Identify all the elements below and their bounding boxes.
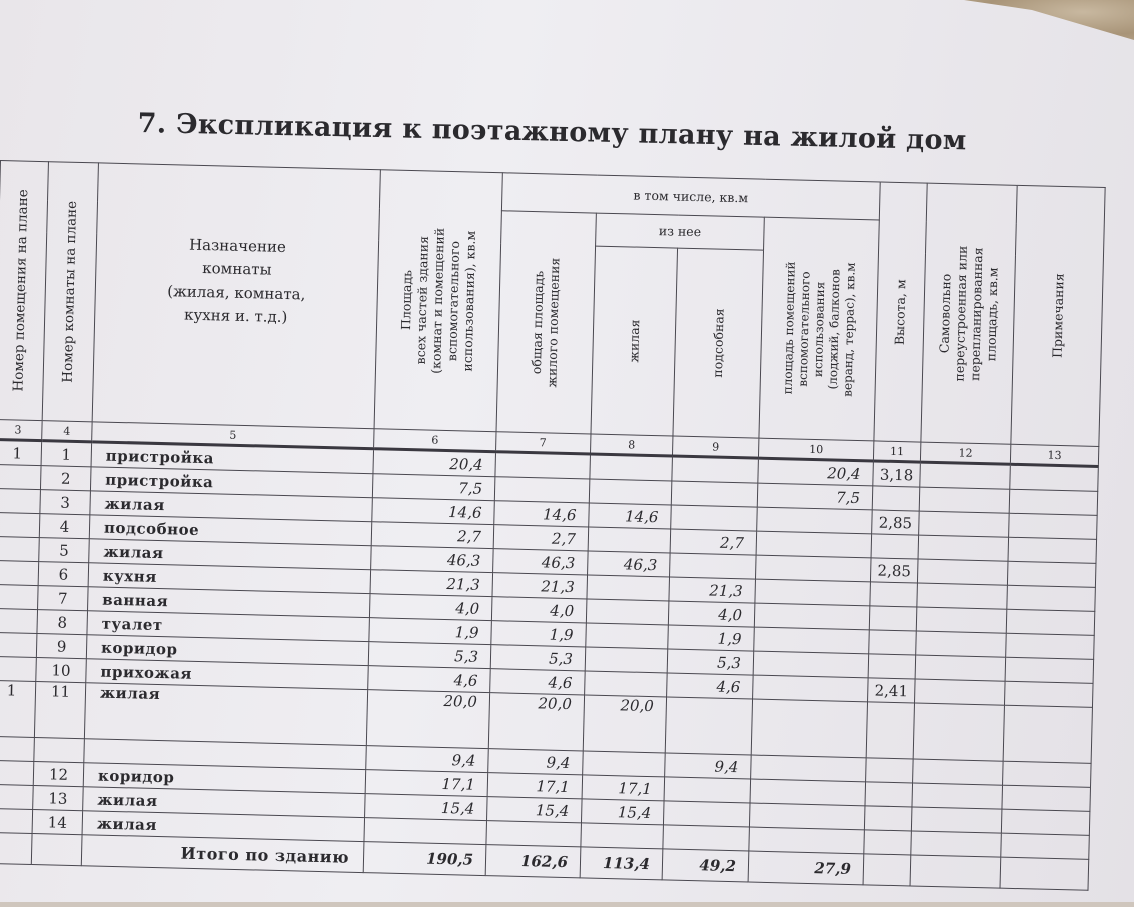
cell-unauthorized-area [916, 607, 1007, 633]
header-group-including: в том числе, кв.м [501, 173, 880, 220]
cell-area: 5,3 [368, 642, 491, 669]
header-notes: Примечания [1011, 185, 1105, 446]
cell-premise-number [0, 632, 37, 657]
cell-premise-number: 1 [0, 439, 42, 465]
cell-room-number: 8 [37, 610, 88, 635]
cell-area: 4,0 [369, 594, 492, 621]
cell-room-purpose: жилая [83, 787, 366, 818]
cell-premise-number [0, 536, 39, 561]
cell-premise-number [0, 464, 41, 489]
cell-utility-area [665, 697, 752, 755]
cell-utility-area [671, 481, 758, 507]
explication-table [0, 160, 1106, 891]
cell-unauthorized-area [917, 559, 1008, 585]
cell-dwelling-area: 2,7 [493, 525, 589, 551]
header-unauthorized-area: Самовольно переустроенная или перепланированная площадь, кв.м [921, 183, 1017, 444]
cell-room-number: 10 [36, 658, 87, 683]
cell-utility-area [664, 777, 751, 803]
header-room-number-on-plan: Номер помещения на плане [0, 161, 48, 421]
total-label: Итого по зданию [81, 835, 364, 873]
cell-utility-area: 1,9 [668, 625, 755, 651]
cell-dwelling-area: 20,0 [488, 693, 584, 751]
cell-room-number: 1 [41, 441, 92, 467]
cell-unauthorized-area [920, 462, 1011, 489]
cell-room-number: 3 [40, 490, 91, 515]
cell-area: 7,5 [372, 474, 495, 501]
cell-utility-area: 2,7 [670, 529, 757, 555]
cell-unauthorized-area [917, 583, 1008, 609]
header-subgroup-of-it: из нее [596, 213, 765, 250]
cell-living-area [585, 647, 668, 673]
cell-dwelling-area [495, 452, 591, 479]
cell-premise-number [0, 760, 34, 785]
header-utility: подсобная [673, 248, 764, 438]
cell-living-area [586, 623, 669, 649]
cell-dwelling-area: 4,6 [490, 669, 586, 695]
cell-notes [1001, 809, 1090, 835]
cell-area: 14,6 [372, 498, 495, 525]
cell-room-number: 4 [39, 514, 90, 539]
cell-room-number: 13 [33, 785, 84, 810]
cell-height: 2,85 [870, 558, 918, 583]
cell-room-number: 9 [36, 634, 87, 659]
cell-room-purpose: туалет [87, 611, 370, 642]
cell-premise-number [0, 584, 38, 609]
cell-premise-number [0, 608, 38, 633]
cell-auxiliary-area [754, 603, 870, 630]
cell-height [869, 606, 917, 631]
cell-premise-number: 1 [0, 680, 36, 737]
cell-auxiliary-area [755, 555, 871, 582]
cell-height: 3,18 [873, 461, 921, 487]
header-auxiliary-area: площадь помещений вспомогательного использования (лоджий, балконов веранд, террас), кв.м [759, 217, 879, 441]
cell-room-purpose: кухня [88, 563, 371, 594]
cell-unauthorized-area [915, 679, 1006, 705]
cell-unauthorized-area [919, 511, 1010, 537]
cell-auxiliary-area [751, 699, 867, 758]
cell-area [364, 818, 487, 845]
cell-room-purpose: пристройка [90, 467, 373, 498]
cell-room-number: 11 [34, 682, 85, 739]
cell-premise-number [0, 560, 39, 585]
cell-living-area [581, 823, 664, 849]
cell-height [865, 782, 913, 807]
cell-dwelling-area: 4,0 [491, 597, 587, 623]
cell-living-area: 46,3 [588, 551, 671, 577]
cell-room-number: 12 [33, 762, 84, 787]
total-living-area: 113,4 [580, 847, 663, 880]
cell-notes [1009, 513, 1098, 539]
cell-living-area [589, 479, 672, 505]
cell-premise-number [0, 512, 40, 537]
cell-notes [1006, 633, 1095, 659]
cell-dwelling-area [494, 477, 590, 503]
total-dwelling-area: 162,6 [485, 845, 581, 878]
cell-living-area [586, 599, 669, 625]
cell-auxiliary-area: 7,5 [757, 483, 873, 510]
cell-premise-number [0, 808, 33, 833]
cell-area: 2,7 [371, 522, 494, 549]
header-total-area-all-parts: Площадь всех частей здания (комнат и помещений вспомогательного использования), кв.м [374, 170, 502, 432]
cell-living-area [590, 454, 673, 481]
header-dwelling-total-area: общая площадь жилого помещения [496, 211, 596, 434]
cell-auxiliary-area [749, 803, 865, 830]
cell-living-area: 14,6 [589, 503, 672, 529]
cell-area: 15,4 [365, 794, 488, 821]
header-room-purpose: Назначение комнаты (жилая, комната, кухня и. т.д.) [92, 163, 380, 429]
cell-area: 9,4 [366, 746, 489, 773]
cell-auxiliary-area [754, 627, 870, 654]
cell-notes [1003, 761, 1092, 787]
cell-utility-area [663, 801, 750, 827]
cell-dwelling-area: 46,3 [493, 549, 589, 575]
cell-premise-number [0, 488, 40, 513]
cell-utility-area [663, 825, 750, 851]
cell-area: 21,3 [370, 570, 493, 597]
cell-utility-area: 5,3 [667, 649, 754, 675]
cell-dwelling-area: 9,4 [488, 749, 584, 775]
cell-dwelling-area: 21,3 [492, 573, 588, 599]
cell-room-purpose: жилая [89, 539, 372, 570]
cell-room-number: 2 [40, 466, 91, 491]
cell-room-purpose: жилая [84, 683, 367, 746]
cell-notes [1008, 537, 1097, 563]
cell-height [864, 806, 912, 831]
cell-unauthorized-area [911, 807, 1002, 833]
cell-height [864, 830, 912, 855]
cell-room-number: 6 [38, 562, 89, 587]
cell-unauthorized-area [919, 487, 1010, 513]
cell-living-area [588, 527, 671, 553]
cell-height [866, 702, 914, 759]
cell-dwelling-area: 14,6 [494, 501, 590, 527]
cell-notes [1007, 585, 1096, 611]
cell-notes [1010, 464, 1099, 491]
total-auxiliary-area: 27,9 [748, 851, 864, 885]
cell-notes [1001, 833, 1090, 859]
cell-room-purpose: жилая [90, 491, 373, 522]
cell-unauthorized-area [911, 831, 1002, 857]
cell-dwelling-area: 17,1 [487, 773, 583, 799]
cell-area: 20,0 [366, 690, 489, 749]
cell-premise-number [0, 736, 34, 761]
background-fabric [964, 0, 1134, 40]
cell-living-area [585, 671, 668, 697]
document-title: 7. Экспликация к поэтажному плану на жилой дом [137, 108, 967, 157]
cell-living-area [583, 751, 666, 777]
cell-height [866, 758, 914, 783]
cell-height: 2,41 [868, 678, 916, 703]
table-body [0, 439, 1098, 859]
cell-room-purpose: жилая [82, 811, 365, 842]
cell-utility-area: 4,0 [668, 601, 755, 627]
cell-room-purpose: пристройка [91, 442, 374, 474]
cell-auxiliary-area [750, 779, 866, 806]
cell-auxiliary-area [753, 675, 869, 702]
cell-height [871, 534, 919, 559]
cell-room-purpose: ванная [88, 587, 371, 618]
cell-notes [1007, 561, 1096, 587]
cell-height [869, 630, 917, 655]
cell-auxiliary-area [749, 827, 865, 854]
cell-notes [1004, 681, 1093, 707]
cell-auxiliary-area [755, 579, 871, 606]
cell-utility-area: 21,3 [669, 577, 756, 603]
cell-room-purpose: коридор [86, 635, 369, 666]
cell-room-purpose: прихожая [86, 659, 369, 690]
cell-notes [1006, 609, 1095, 635]
cell-unauthorized-area [913, 759, 1004, 785]
cell-area: 17,1 [365, 770, 488, 797]
total-area: 190,5 [363, 842, 486, 876]
cell-unauthorized-area [918, 535, 1009, 561]
cell-auxiliary-area [751, 755, 867, 782]
cell-auxiliary-area [756, 531, 872, 558]
cell-utility-area [671, 505, 758, 531]
cell-dwelling-area: 5,3 [490, 645, 586, 671]
cell-room-purpose: коридор [83, 763, 366, 794]
cell-utility-area [670, 553, 757, 579]
cell-premise-number [0, 656, 36, 681]
cell-unauthorized-area [913, 703, 1004, 761]
cell-area: 46,3 [371, 546, 494, 573]
cell-unauthorized-area [912, 783, 1003, 809]
column-number-row: 3 4 5 6 7 8 9 10 11 12 13 [0, 419, 1099, 466]
cell-height [872, 486, 920, 511]
explication-table-wrapper [0, 160, 1120, 907]
cell-auxiliary-area: 20,4 [758, 458, 874, 486]
cell-room-number: 7 [38, 586, 89, 611]
cell-auxiliary-area [753, 651, 869, 678]
cell-height: 2,85 [872, 510, 920, 535]
cell-living-area: 17,1 [582, 775, 665, 801]
cell-area: 4,6 [368, 666, 491, 693]
cell-area: 20,4 [373, 449, 496, 477]
cell-dwelling-area [486, 821, 582, 847]
cell-dwelling-area: 1,9 [491, 621, 587, 647]
header-room-index-on-plan: Номер комнаты на плане [42, 162, 98, 422]
total-utility-area: 49,2 [662, 849, 749, 882]
cell-living-area [587, 575, 670, 601]
cell-room-number [34, 738, 85, 763]
cell-living-area: 20,0 [583, 695, 666, 753]
cell-notes [1002, 785, 1091, 811]
cell-height [870, 582, 918, 607]
cell-living-area: 15,4 [581, 799, 664, 825]
cell-utility-area: 9,4 [665, 753, 752, 779]
cell-utility-area [672, 456, 759, 483]
cell-room-number: 14 [32, 809, 83, 834]
cell-notes [1005, 657, 1094, 683]
cell-dwelling-area: 15,4 [487, 797, 583, 823]
cell-notes [1009, 489, 1098, 515]
cell-notes [1003, 705, 1092, 763]
cell-height [868, 654, 916, 679]
cell-utility-area: 4,6 [667, 673, 754, 699]
header-height: Высота, м [874, 182, 927, 442]
cell-unauthorized-area [915, 655, 1006, 681]
cell-room-purpose: подсобное [89, 515, 372, 546]
cell-room-number: 5 [39, 538, 90, 563]
cell-auxiliary-area [757, 507, 873, 534]
cell-premise-number [0, 784, 33, 809]
header-living: жилая [591, 246, 678, 436]
cell-unauthorized-area [916, 631, 1007, 657]
cell-area: 1,9 [369, 618, 492, 645]
